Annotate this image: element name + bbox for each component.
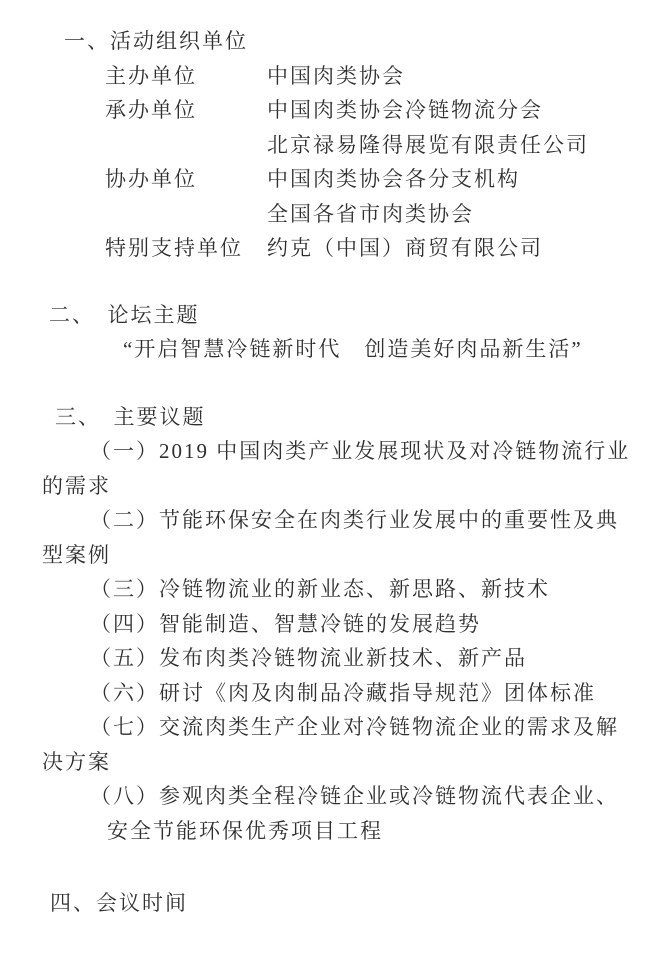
theme-quote: “开启智慧冷链新时代 创造美好肉品新生活” xyxy=(123,337,583,361)
section-heading-topics: 三、 主要议题 xyxy=(55,404,206,429)
org-row-value: 中国肉类协会 xyxy=(267,63,405,88)
org-row-value: 中国肉类协会各分支机构 xyxy=(267,167,520,191)
section-theme xyxy=(42,298,629,367)
org-row-continuation xyxy=(42,128,629,163)
org-row-continuation xyxy=(42,197,629,232)
topic-item-line-continuation: 型案例 xyxy=(42,542,111,567)
org-row-value: 中国肉类协会冷链物流分会 xyxy=(267,98,543,122)
topic-item-line: （一）2019 中国肉类产业发展现状及对冷链物流行业 xyxy=(90,439,631,463)
section-heading-organizers: 一、活动组织单位 xyxy=(64,29,248,53)
org-row-label: 特别支持单位 xyxy=(105,236,243,260)
topic-item-line-continuation: 安全节能环保优秀项目工程 xyxy=(107,818,383,843)
topic-item-line: （四）智能制造、智慧冷链的发展趋势 xyxy=(90,611,481,636)
org-row xyxy=(42,93,629,128)
topic-item-line: （三）冷链物流业的新业态、新思路、新技术 xyxy=(90,577,550,601)
topic-item-line-continuation: 决方案 xyxy=(42,749,111,774)
topic-item-line-continuation: 的需求 xyxy=(42,473,111,498)
section-topics xyxy=(42,400,629,849)
topic-item-line: （六）研讨《肉及肉制品冷藏指导规范》团体标准 xyxy=(90,680,596,705)
section-meeting-time xyxy=(42,886,629,921)
section-organizers xyxy=(42,24,629,266)
topic-item-line: （二）节能环保安全在肉类行业发展中的重要性及典 xyxy=(90,508,619,532)
org-row-value: 约克（中国）商贸有限公司 xyxy=(267,236,543,260)
section-heading-meeting-time: 四、会议时间 xyxy=(50,891,188,915)
org-row-label: 主办单位 xyxy=(105,63,197,88)
org-row-label: 协办单位 xyxy=(105,167,197,191)
org-row-label: 承办单位 xyxy=(105,98,197,122)
org-row xyxy=(42,59,629,94)
topic-item-line: （五）发布肉类冷链物流业新技术、新产品 xyxy=(90,646,527,670)
org-row-value: 北京禄易隆得展览有限责任公司 xyxy=(267,132,589,157)
topic-item-line: （七）交流肉类生产企业对冷链物流企业的需求及解 xyxy=(90,715,619,739)
topic-item-line: （八）参观肉类全程冷链企业或冷链物流代表企业、 xyxy=(90,784,619,808)
org-row xyxy=(42,162,629,197)
org-row-value: 全国各省市肉类协会 xyxy=(267,201,474,226)
org-row xyxy=(42,231,629,266)
section-heading-theme: 二、 论坛主题 xyxy=(49,302,200,327)
